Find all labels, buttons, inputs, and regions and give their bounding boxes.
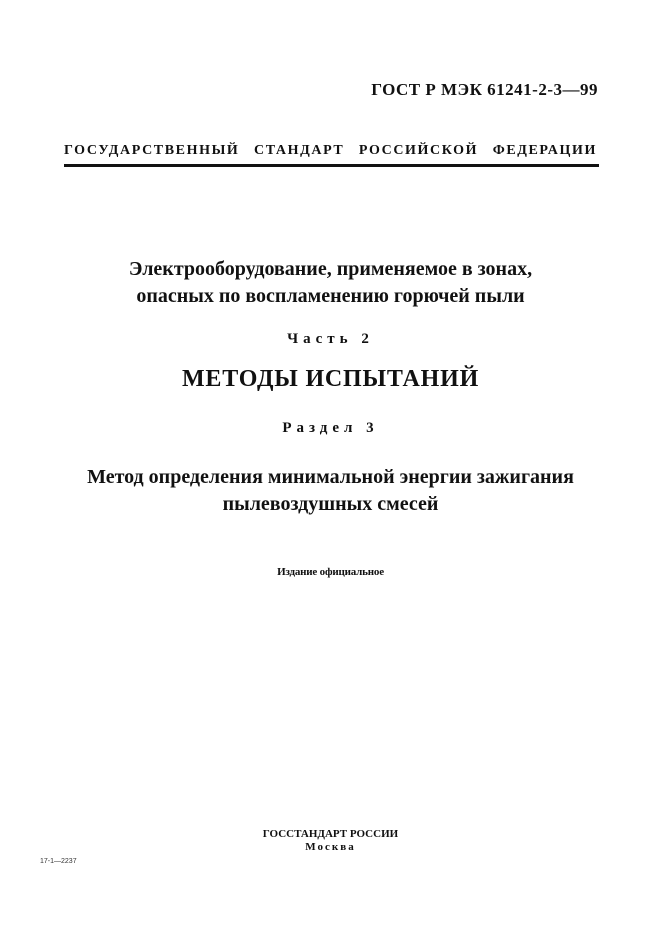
document-title-line-2: опасных по воспламенению горючей пыли bbox=[136, 285, 525, 307]
heading-word-2: СТАНДАРТ bbox=[253, 143, 345, 158]
section-title-line-2: пылевоздушных смесей bbox=[222, 493, 439, 515]
part-label: Часть 2 bbox=[287, 331, 374, 347]
state-standard-heading bbox=[64, 143, 597, 159]
print-code: 17-1—2237 bbox=[40, 858, 77, 865]
document-title-line-1: Электрооборудование, применяемое в зонах, bbox=[128, 258, 533, 280]
document-title bbox=[0, 256, 661, 310]
publication-city: Москва bbox=[305, 841, 356, 853]
heading-word-4: ФЕДЕРАЦИИ bbox=[492, 143, 597, 158]
section-label: Раздел 3 bbox=[282, 420, 379, 436]
section-title bbox=[0, 464, 661, 518]
heading-divider bbox=[64, 164, 599, 167]
heading-word-3: РОССИЙСКОЙ bbox=[358, 143, 479, 158]
part-title: МЕТОДЫ ИСПЫТАНИЙ bbox=[181, 366, 480, 392]
document-code: ГОСТ Р МЭК 61241-2-3—99 bbox=[371, 80, 598, 99]
heading-word-1: ГОСУДАРСТВЕННЫЙ bbox=[64, 143, 240, 158]
publisher: ГОССТАНДАРТ РОССИИ bbox=[262, 828, 399, 840]
section-title-line-1: Метод определения минимальной энергии зажигания bbox=[87, 466, 574, 488]
edition-note: Издание официальное bbox=[277, 566, 384, 578]
